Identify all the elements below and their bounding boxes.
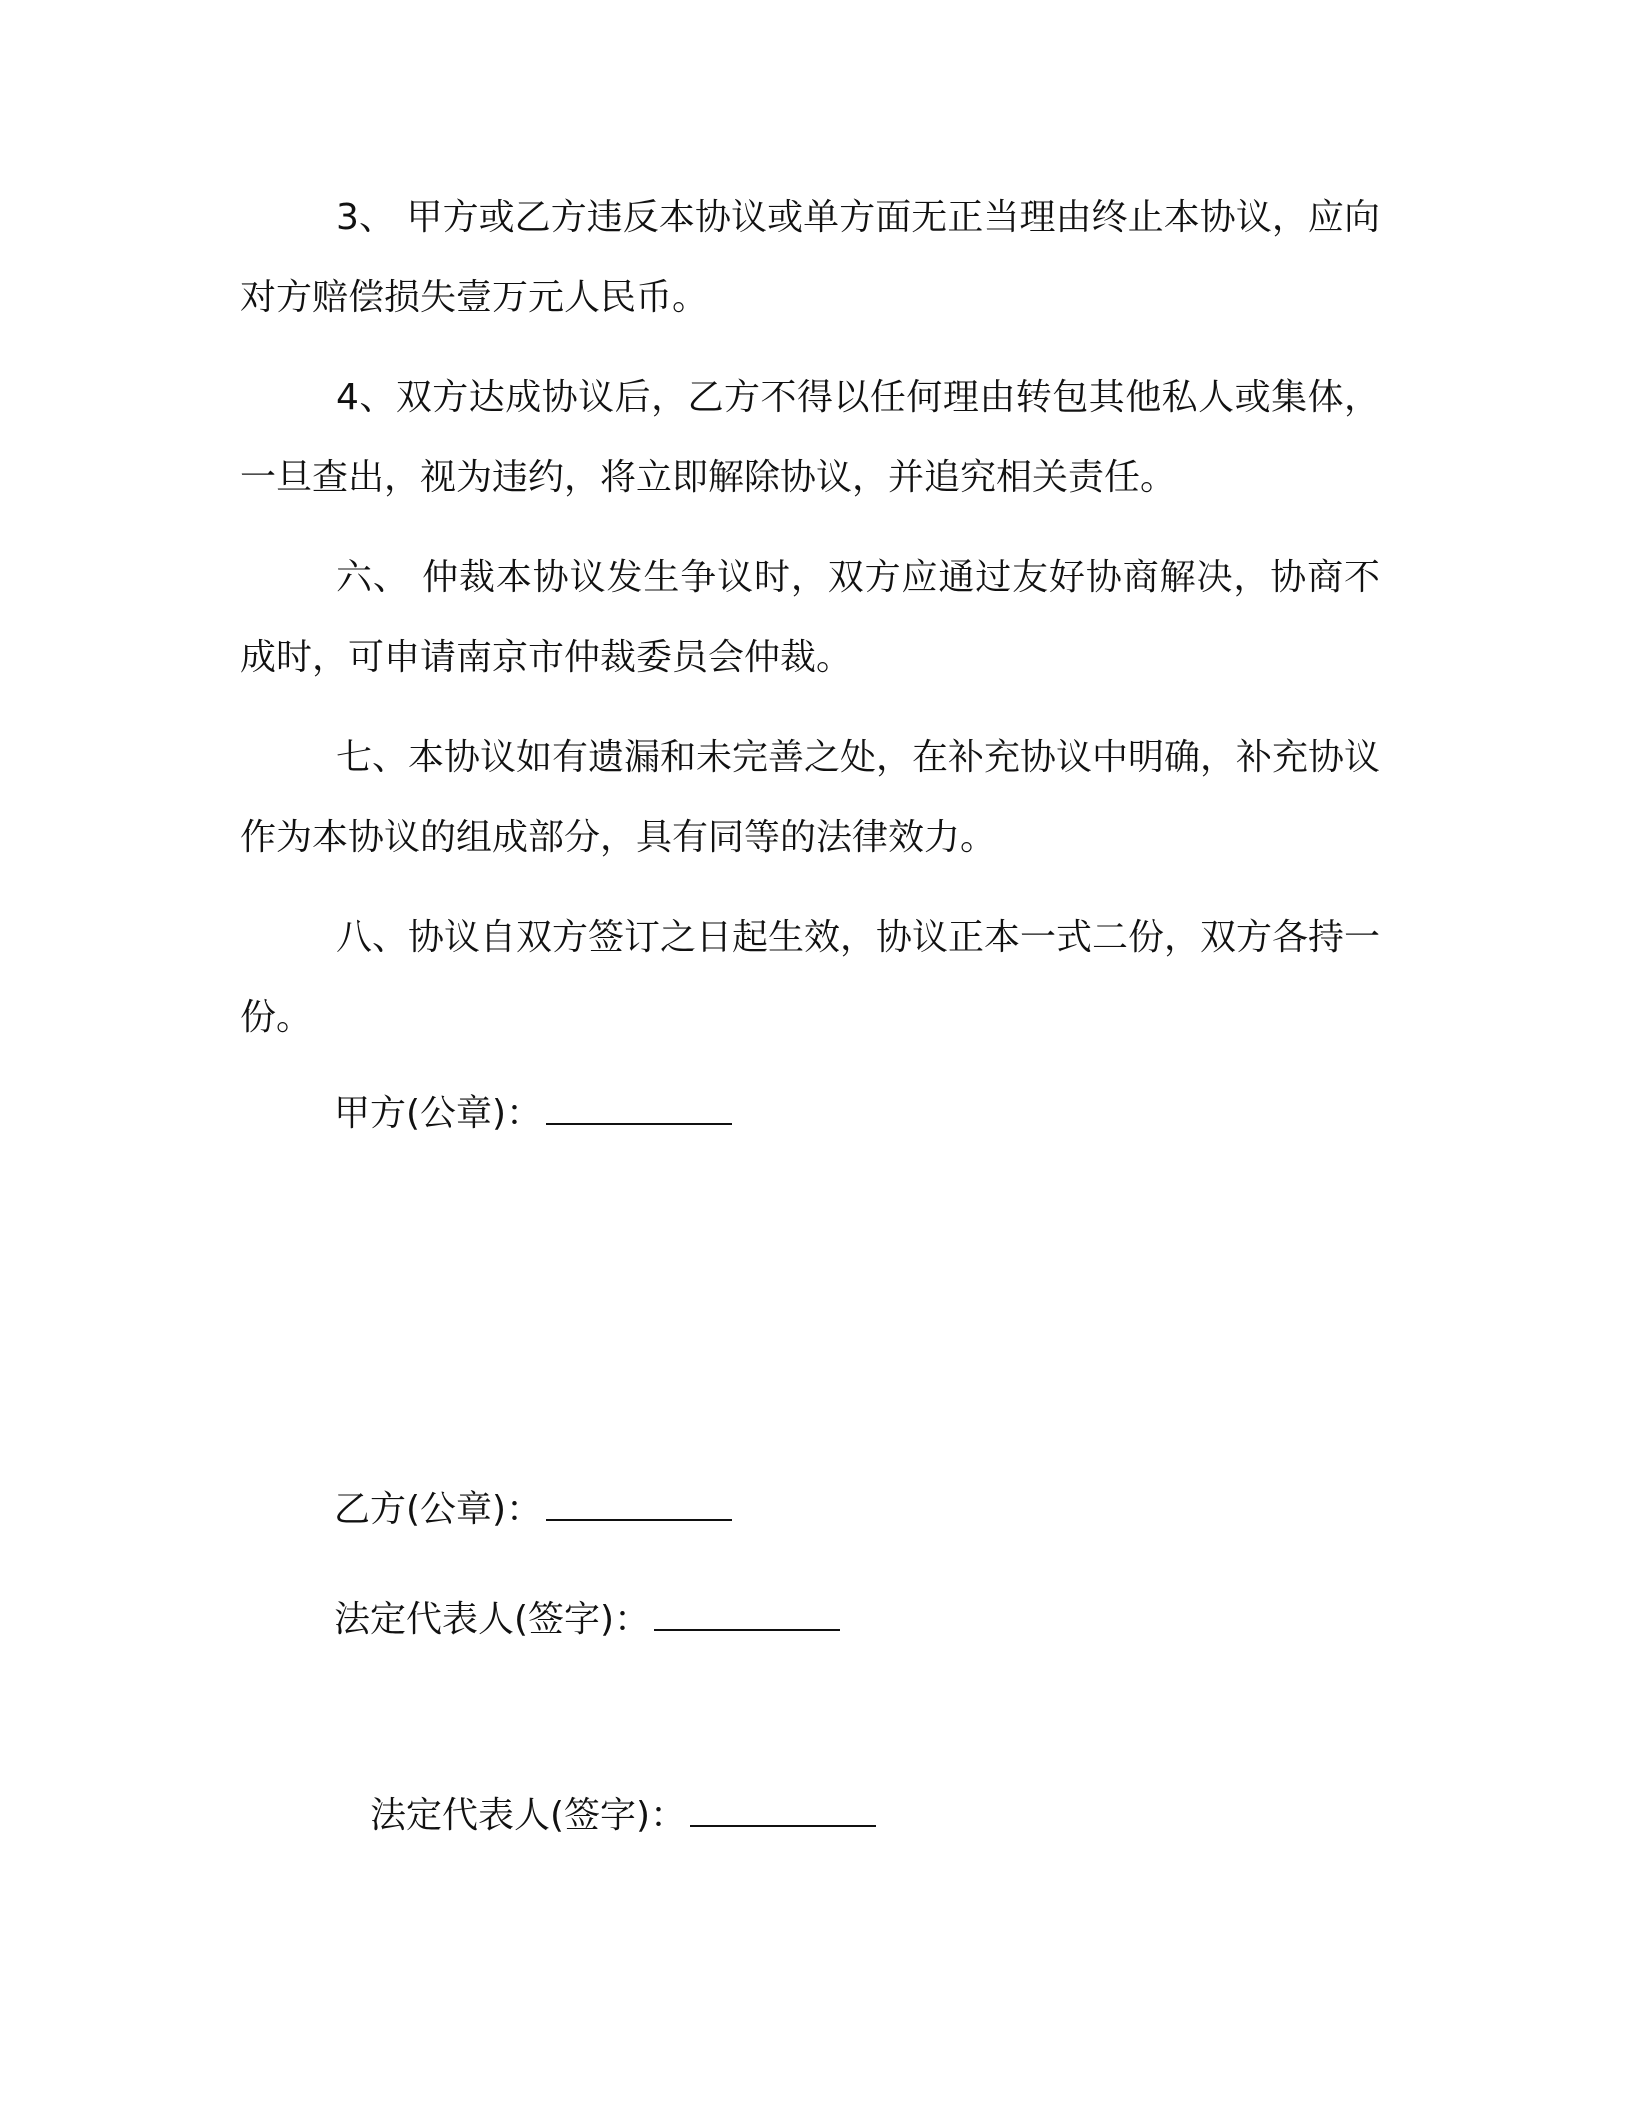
party-b-seal-label: 乙方(公章)： [334, 1489, 543, 1530]
legal-rep-2-blank[interactable] [690, 1821, 876, 1827]
clause-3: 3、 甲方或乙方违反本协议或单方面无正当理由终止本协议，应向对方赔偿损失壹万元人民币。 [240, 197, 1380, 318]
legal-rep-2-line [370, 1790, 876, 1842]
legal-rep-1-label: 法定代表人(签字)： [334, 1599, 651, 1640]
clause-arbitration: 六、 仲裁本协议发生争议时，双方应通过友好协商解决，协商不成时，可申请南京市仲裁委员会仲裁。 [240, 557, 1380, 678]
party-b-seal-blank[interactable] [546, 1515, 732, 1521]
party-b-seal-line [334, 1484, 732, 1536]
legal-rep-1-line [334, 1594, 840, 1646]
party-a-seal-label: 甲方(公章)： [334, 1093, 543, 1134]
legal-rep-1-blank[interactable] [654, 1625, 840, 1631]
clause-4: 4、双方达成协议后，乙方不得以任何理由转包其他私人或集体，一旦查出，视为违约，将立即解除协议，并追究相关责任。 [240, 377, 1380, 498]
party-a-seal-line [334, 1088, 732, 1140]
legal-rep-2-label: 法定代表人(签字)： [370, 1795, 687, 1836]
clause-effective: 八、协议自双方签订之日起生效，协议正本一式二份，双方各持一份。 [240, 917, 1381, 1038]
party-a-seal-blank[interactable] [546, 1119, 732, 1125]
clause-supplement: 七、本协议如有遗漏和未完善之处，在补充协议中明确，补充协议作为本协议的组成部分，具有同等的法律效力。 [240, 737, 1381, 858]
